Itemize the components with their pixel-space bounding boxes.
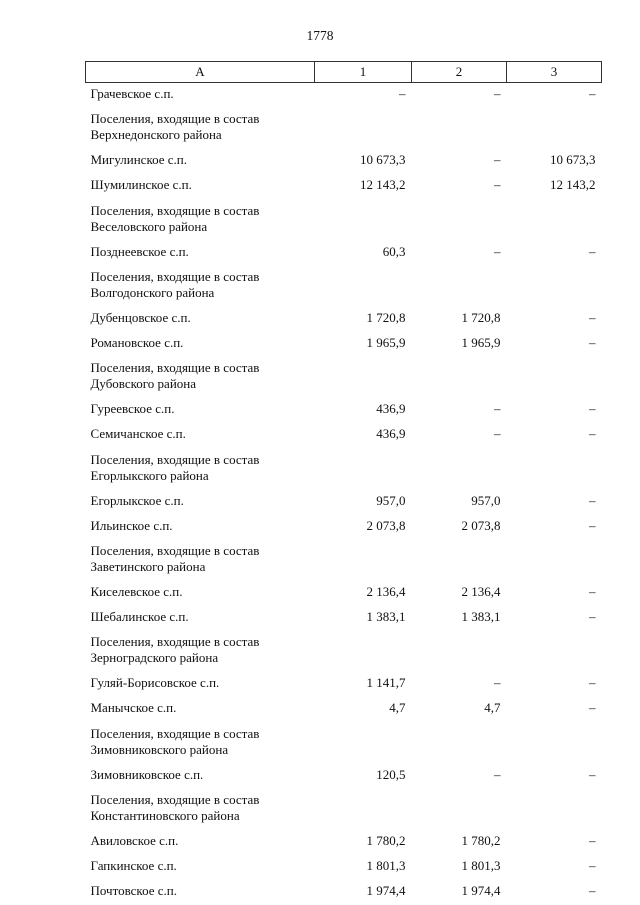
empty-cell	[315, 449, 412, 490]
empty-cell	[507, 449, 602, 490]
section-header-row	[86, 449, 602, 490]
value-col-1: 2 073,8	[366, 517, 406, 533]
value-col-2: 4,7	[484, 700, 501, 716]
empty-cell	[507, 723, 602, 764]
value-col-2: –	[494, 152, 501, 168]
value-col-3: –	[589, 243, 596, 259]
settlement-name: Зимовниковское с.п.	[90, 766, 204, 782]
value-col-1: 1 801,3	[366, 858, 406, 873]
table-row	[86, 830, 602, 855]
table-row	[86, 332, 602, 357]
settlement-name: Егорлыкское с.п.	[90, 492, 184, 508]
value-col-2: 2 136,4	[461, 583, 501, 599]
header-col-1: 1	[315, 62, 412, 83]
empty-cell	[412, 357, 507, 398]
header-col-3: 3	[507, 62, 602, 83]
value-col-3: –	[589, 309, 596, 325]
section-title: Поселения, входящие в состав Волгодонского района	[90, 268, 260, 300]
table-row	[86, 149, 602, 174]
section-header-row	[86, 789, 602, 830]
value-col-3: 10 673,3	[550, 152, 596, 168]
value-col-2: 1 801,3	[461, 858, 501, 873]
value-col-3: 12 143,2	[550, 177, 596, 193]
value-col-3: –	[589, 426, 596, 442]
empty-cell	[412, 108, 507, 149]
table-row	[86, 880, 602, 905]
settlement-name: Шумилинское с.п.	[90, 177, 192, 193]
settlement-name: Мигулинское с.п.	[90, 152, 188, 168]
section-header-row	[86, 631, 602, 672]
section-title: Поселения, входящие в состав Зимовниковского района	[90, 725, 260, 757]
header-col-2: 2	[412, 62, 507, 83]
settlement-name: Киселевское с.п.	[90, 583, 183, 599]
value-col-1: –	[399, 86, 406, 101]
value-col-2: 1 974,4	[461, 883, 501, 899]
section-title: Поселения, входящие в состав Дубовского района	[90, 360, 260, 392]
value-col-1: 1 383,1	[366, 609, 406, 625]
settlement-name: Гапкинское с.п.	[90, 858, 177, 873]
empty-cell	[412, 789, 507, 830]
empty-cell	[412, 449, 507, 490]
value-col-1: 12 143,2	[360, 177, 406, 193]
empty-cell	[507, 357, 602, 398]
empty-cell	[507, 108, 602, 149]
value-col-3: –	[589, 334, 596, 350]
table-row	[86, 423, 602, 448]
budget-table	[85, 61, 602, 905]
value-col-1: 436,9	[376, 401, 406, 417]
value-col-3: –	[589, 700, 596, 716]
settlement-name: Гуреевское с.п.	[90, 401, 175, 417]
section-title: Поселения, входящие в состав Верхнедонского района	[90, 111, 260, 143]
empty-cell	[315, 631, 412, 672]
header-row	[86, 62, 602, 83]
value-col-1: 1 141,7	[366, 675, 406, 691]
value-col-3: –	[589, 858, 596, 873]
empty-cell	[315, 200, 412, 241]
empty-cell	[315, 266, 412, 307]
table-row	[86, 764, 602, 789]
table-body	[86, 83, 602, 905]
section-header-row	[86, 540, 602, 581]
empty-cell	[507, 631, 602, 672]
value-col-2: –	[494, 86, 501, 101]
value-col-3: –	[589, 675, 596, 691]
table-row	[86, 241, 602, 266]
empty-cell	[315, 723, 412, 764]
empty-cell	[412, 266, 507, 307]
table-row	[86, 398, 602, 423]
empty-cell	[315, 357, 412, 398]
value-col-1: 957,0	[376, 492, 406, 508]
section-header-row	[86, 357, 602, 398]
settlement-name: Гуляй-Борисовское с.п.	[90, 675, 220, 691]
value-col-1: 60,3	[382, 243, 406, 259]
settlement-name: Ильинское с.п.	[90, 517, 173, 533]
table-row	[86, 307, 602, 332]
value-col-1: 10 673,3	[360, 152, 406, 168]
value-col-1: 1 720,8	[366, 309, 406, 325]
empty-cell	[412, 631, 507, 672]
table-row	[86, 581, 602, 606]
value-col-2: 957,0	[471, 492, 501, 508]
value-col-3: –	[589, 492, 596, 508]
empty-cell	[315, 789, 412, 830]
value-col-1: 1 974,4	[366, 883, 406, 899]
value-col-2: 1 720,8	[461, 309, 501, 325]
settlement-name: Семичанское с.п.	[90, 426, 186, 442]
value-col-2: –	[494, 766, 501, 782]
table-row	[86, 697, 602, 722]
settlement-name: Почтовское с.п.	[90, 883, 177, 899]
value-col-1: 1 965,9	[366, 334, 406, 350]
value-col-3: –	[589, 832, 596, 848]
header-col-a: А	[86, 62, 315, 83]
value-col-3: –	[589, 401, 596, 417]
settlement-name: Манычское с.п.	[90, 700, 177, 716]
value-col-2: –	[494, 675, 501, 691]
empty-cell	[507, 789, 602, 830]
empty-cell	[412, 723, 507, 764]
settlement-name: Позднеевское с.п.	[90, 243, 189, 259]
value-col-3: –	[589, 609, 596, 625]
table-row	[86, 490, 602, 515]
value-col-3: –	[589, 883, 596, 899]
value-col-3: –	[589, 766, 596, 782]
value-col-2: –	[494, 243, 501, 259]
value-col-1: 2 136,4	[366, 583, 406, 599]
value-col-2: 1 780,2	[461, 832, 501, 848]
settlement-name: Авиловское с.п.	[90, 832, 179, 848]
value-col-3: –	[589, 517, 596, 533]
table-row	[86, 606, 602, 631]
value-col-2: –	[494, 401, 501, 417]
table-row	[86, 83, 602, 109]
table-row	[86, 174, 602, 199]
empty-cell	[315, 108, 412, 149]
empty-cell	[507, 540, 602, 581]
empty-cell	[507, 200, 602, 241]
value-col-2: 1 965,9	[461, 334, 501, 350]
value-col-2: –	[494, 426, 501, 442]
value-col-1: 1 780,2	[366, 832, 406, 848]
value-col-3: –	[589, 86, 596, 101]
section-title: Поселения, входящие в состав Константиновского района	[90, 791, 260, 823]
empty-cell	[315, 540, 412, 581]
empty-cell	[412, 200, 507, 241]
table-row	[86, 515, 602, 540]
section-title: Поселения, входящие в состав Заветинского района	[90, 542, 260, 574]
value-col-1: 4,7	[389, 700, 406, 716]
section-header-row	[86, 108, 602, 149]
section-header-row	[86, 723, 602, 764]
value-col-2: 1 383,1	[461, 609, 501, 625]
settlement-name: Грачевское с.п.	[90, 86, 174, 101]
section-title: Поселения, входящие в состав Веселовского района	[90, 202, 260, 234]
settlement-name: Романовское с.п.	[90, 334, 184, 350]
value-col-1: 120,5	[376, 766, 406, 782]
table-header	[86, 62, 602, 83]
value-col-1: 436,9	[376, 426, 406, 442]
value-col-2: 2 073,8	[461, 517, 501, 533]
section-header-row	[86, 266, 602, 307]
section-header-row	[86, 200, 602, 241]
settlement-name: Дубенцовское с.п.	[90, 309, 191, 325]
settlement-name: Шебалинское с.п.	[90, 609, 189, 625]
page-number: 1778	[306, 28, 334, 43]
value-col-3: –	[589, 583, 596, 599]
section-title: Поселения, входящие в состав Егорлыкского района	[90, 451, 260, 483]
table-row	[86, 855, 602, 880]
value-col-2: –	[494, 177, 501, 193]
empty-cell	[412, 540, 507, 581]
section-title: Поселения, входящие в состав Зерноградского района	[90, 634, 260, 666]
empty-cell	[507, 266, 602, 307]
table-row	[86, 672, 602, 697]
